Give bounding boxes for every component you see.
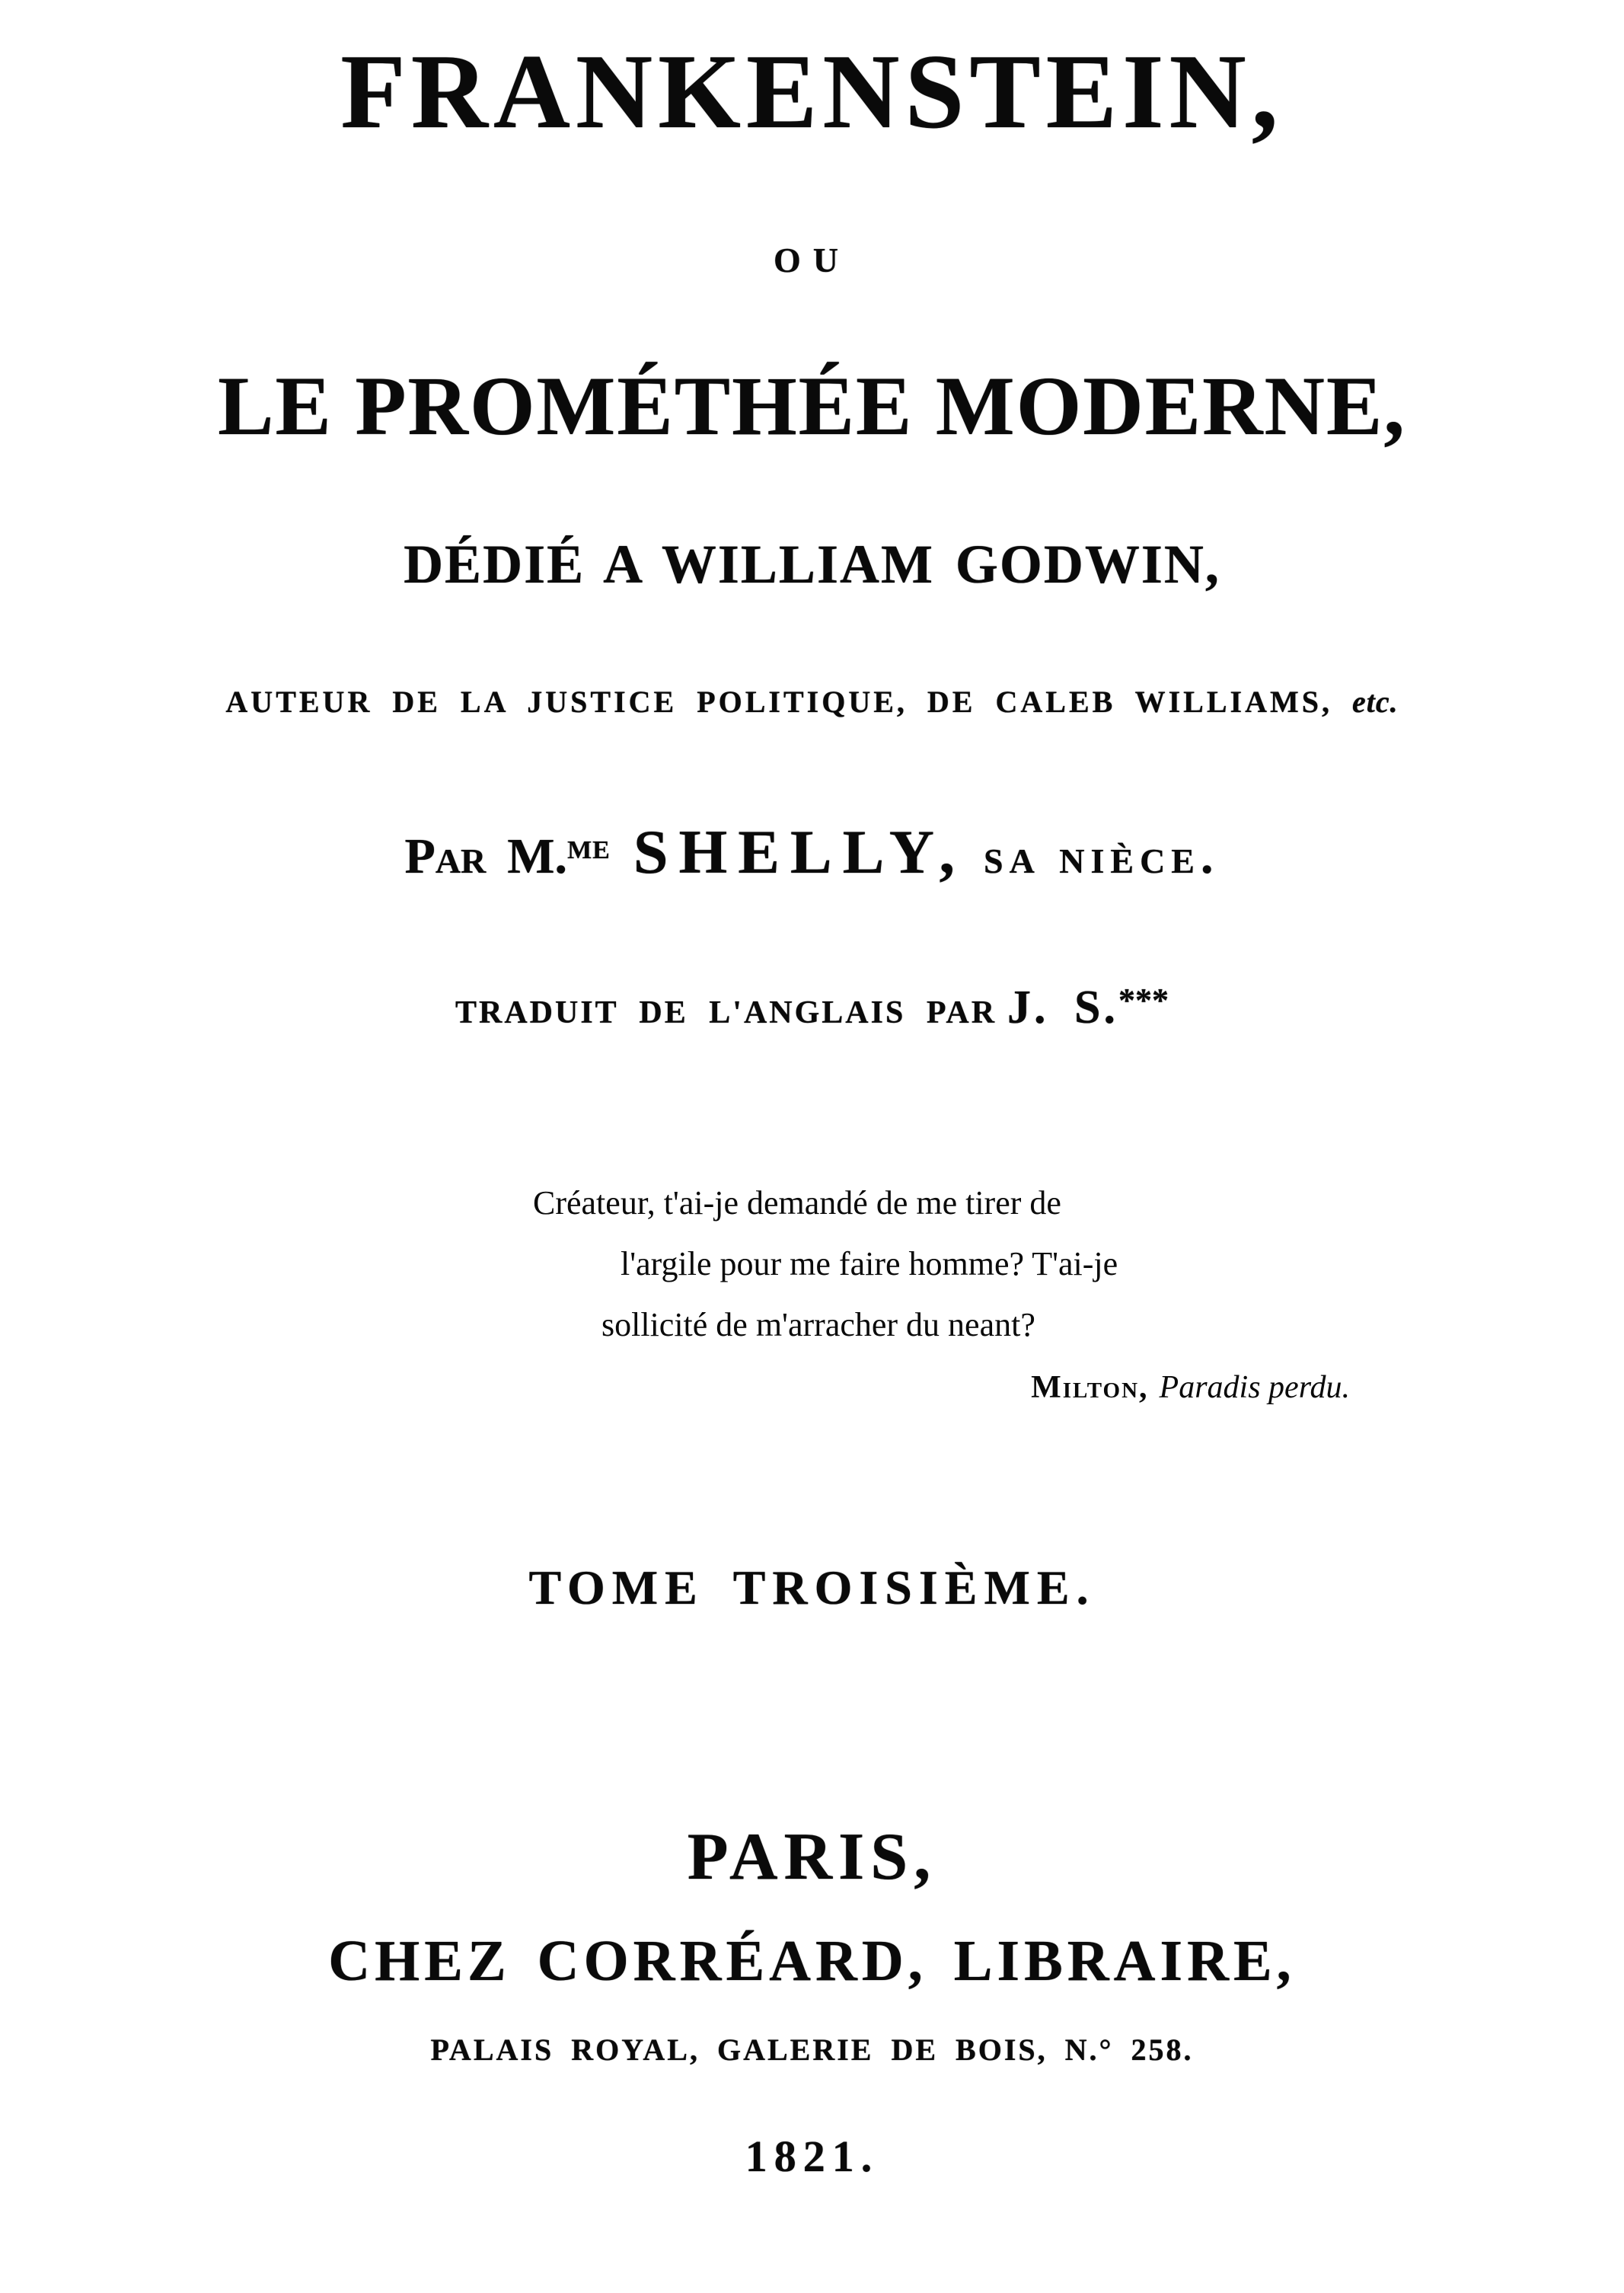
epigraph-line-3: sollicité de m'arracher du neant? bbox=[601, 1306, 1035, 1343]
book-title: FRANKENSTEIN, bbox=[340, 33, 1284, 151]
conjunction-ou: OU bbox=[774, 241, 850, 279]
byline-author-name: SHELLY, bbox=[633, 817, 965, 886]
epigraph-attribution-author: Milton, bbox=[1031, 1370, 1149, 1405]
epigraph-line-1: Créateur, t'ai-je demandé de me tirer de bbox=[533, 1184, 1061, 1222]
godwin-credit-text: AUTEUR DE LA JUSTICE POLITIQUE, DE CALEB WILLIAMS, bbox=[225, 685, 1352, 719]
epigraph-line-2: l'argile pour me faire homme? T'ai-je bbox=[621, 1245, 1118, 1282]
dedication-line: DÉDIÉ A WILLIAM GODWIN, bbox=[404, 534, 1220, 595]
volume-number-line: TOME TROISIÈME. bbox=[528, 1560, 1096, 1614]
godwin-credit-line bbox=[0, 684, 1624, 720]
byline-honorific: M. bbox=[507, 829, 568, 884]
epigraph bbox=[533, 1173, 1384, 1406]
byline-par: Par bbox=[404, 829, 487, 884]
translator-stars: *** bbox=[1118, 982, 1169, 1019]
byline-honorific-superscript: ME bbox=[567, 836, 611, 865]
translator-prefix: TRADUIT DE L'ANGLAIS PAR bbox=[455, 995, 997, 1030]
translator-line bbox=[0, 981, 1624, 1035]
translator-initials: J. S. bbox=[1007, 982, 1119, 1033]
epigraph-attribution-work: Paradis perdu. bbox=[1159, 1370, 1350, 1405]
imprint-address: PALAIS ROYAL, GALERIE DE BOIS, N.° 258. bbox=[430, 2033, 1194, 2067]
byline bbox=[0, 816, 1624, 888]
imprint-city: PARIS, bbox=[687, 1820, 937, 1894]
imprint-year: 1821. bbox=[745, 2132, 879, 2181]
godwin-credit-etc: etc. bbox=[1351, 685, 1399, 719]
epigraph-attribution bbox=[533, 1369, 1384, 1406]
byline-relation: sa nièce. bbox=[983, 829, 1220, 884]
imprint-publisher: CHEZ CORRÉARD, LIBRAIRE, bbox=[328, 1929, 1296, 1993]
book-subtitle: LE PROMÉTHÉE MODERNE, bbox=[218, 359, 1406, 452]
